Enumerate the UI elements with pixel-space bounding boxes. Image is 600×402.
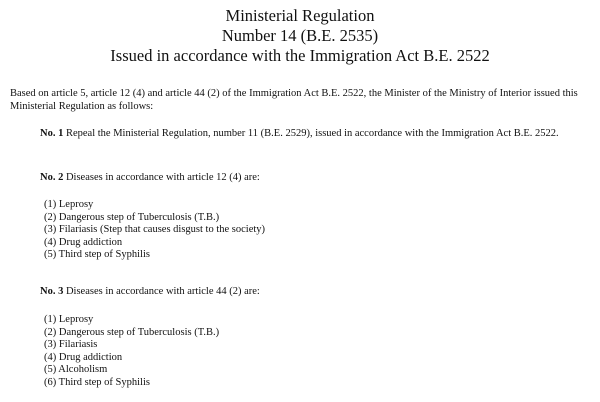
- list-item: (3) Filariasis: [44, 339, 98, 350]
- clause-no-3: [40, 285, 590, 298]
- list-item: (4) Drug addiction: [44, 351, 123, 363]
- list-item: (3) Filariasis (Step that causes disgust to the society): [44, 224, 266, 235]
- clause-number: No. 1: [40, 128, 64, 139]
- list-item: (1) Leprosy: [44, 199, 94, 210]
- clause-no-2: [40, 171, 590, 184]
- document-title: [0, 6, 600, 66]
- title-line-act: Issued in accordance with the Immigration Act B.E. 2522: [110, 46, 490, 65]
- clause-text: Diseases in accordance with article 44 (2) are:: [63, 286, 260, 297]
- clause-number: No. 2: [40, 172, 64, 183]
- list-item: (1) Leprosy: [44, 314, 94, 325]
- disease-list-article-12: [44, 199, 265, 262]
- list-item: (6) Third step of Syphilis: [44, 376, 150, 388]
- list-item: (4) Drug addiction: [44, 236, 123, 248]
- title-line-number: Number 14 (B.E. 2535): [221, 26, 379, 45]
- clause-number: No. 3: [40, 286, 64, 297]
- clause-text: Diseases in accordance with article 12 (4) are:: [63, 172, 260, 183]
- title-line-regulation: Ministerial Regulation: [225, 6, 375, 25]
- clause-text: Repeal the Ministerial Regulation, number 11 (B.E. 2529), issued in accordance with the Immigration Act B.E. 2522.: [63, 128, 559, 139]
- list-item: (5) Alcoholism: [44, 364, 108, 375]
- list-item: (2) Dangerous step of Tuberculosis (T.B.): [44, 326, 220, 338]
- disease-list-article-44: [44, 314, 219, 389]
- list-item: (2) Dangerous step of Tuberculosis (T.B.): [44, 211, 220, 223]
- intro-paragraph: Based on article 5, article 12 (4) and article 44 (2) of the Immigration Act B.E. 2522, the Minister of the Ministry of Interior issued this Ministerial Regulation as follows:: [10, 88, 578, 112]
- list-item: (5) Third step of Syphilis: [44, 249, 150, 260]
- clause-no-1: [40, 127, 590, 140]
